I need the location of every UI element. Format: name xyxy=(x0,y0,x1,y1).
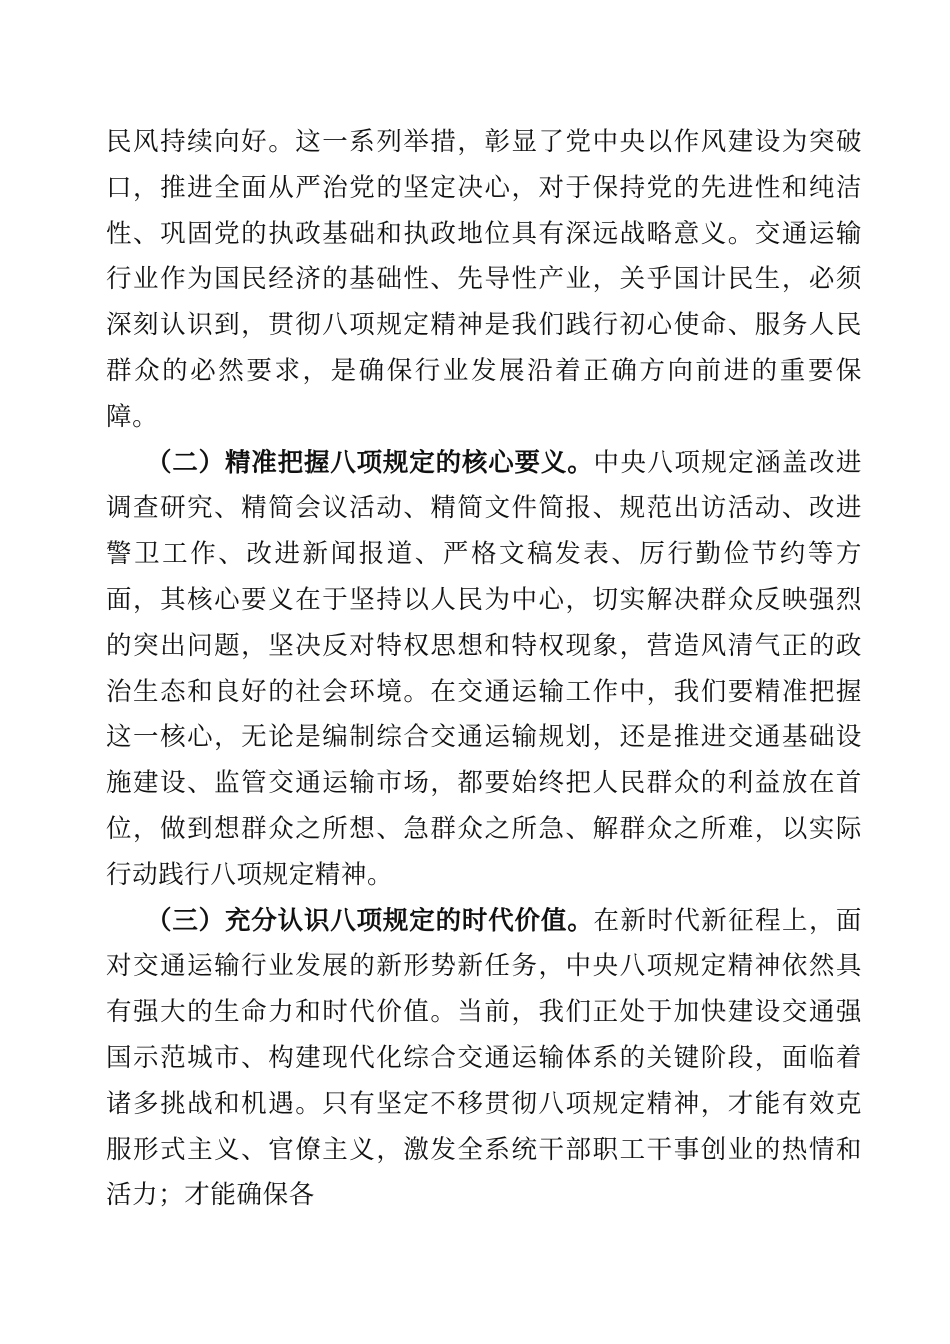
paragraph-text: 民风持续向好。这一系列举措，彰显了党中央以作风建设为突破口，推进全面从严治党的坚定决心，对于保持党的先进性和纯洁性、巩固党的执政基础和执政地位具有深远战略意义。交通运输行业作为国民经济的基础性、先导性产业，关乎国计民生，必须深刻认识到，贯彻八项规定精神是我们践行初心使命、服务人民群众的必然要求，是确保行业发展沿着正确方向前进的重要保障。 xyxy=(106,127,862,432)
section-heading: （二）精准把握八项规定的核心要义。 xyxy=(146,447,594,478)
section-heading: （三）充分认识八项规定的时代价值。 xyxy=(146,905,594,936)
paragraph-continuation xyxy=(106,120,862,441)
document-page xyxy=(106,120,862,1219)
paragraph-text: 在新时代新征程上，面对交通运输行业发展的新形势新任务，中央八项规定精神依然具有强大的生命力和时代价值。当前，我们正处于加快建设交通强国示范城市、构建现代化综合交通运输体系的关键阶段，面临着诸多挑战和机遇。只有坚定不移贯彻八项规定精神，才能有效克服形式主义、官僚主义，激发全系统干部职工干事创业的热情和活力；才能确保各 xyxy=(106,905,862,1211)
paragraph-text: 中央八项规定涵盖改进调查研究、精简会议活动、精简文件简报、规范出访活动、改进警卫工作、改进新闻报道、严格文稿发表、厉行勤俭节约等方面，其核心要义在于坚持以人民为中心，切实解决群众反映强烈的突出问题，坚决反对特权思想和特权现象，营造风清气正的政治生态和良好的社会环境。在交通运输工作中，我们要精准把握这一核心，无论是编制综合交通运输规划，还是推进交通基础设施建设、监管交通运输市场，都要始终把人民群众的利益放在首位，做到想群众之所想、急群众之所急、解群众之所难，以实际行动践行八项规定精神。 xyxy=(106,447,862,890)
paragraph-section-3 xyxy=(106,899,862,1220)
paragraph-section-2 xyxy=(106,441,862,899)
